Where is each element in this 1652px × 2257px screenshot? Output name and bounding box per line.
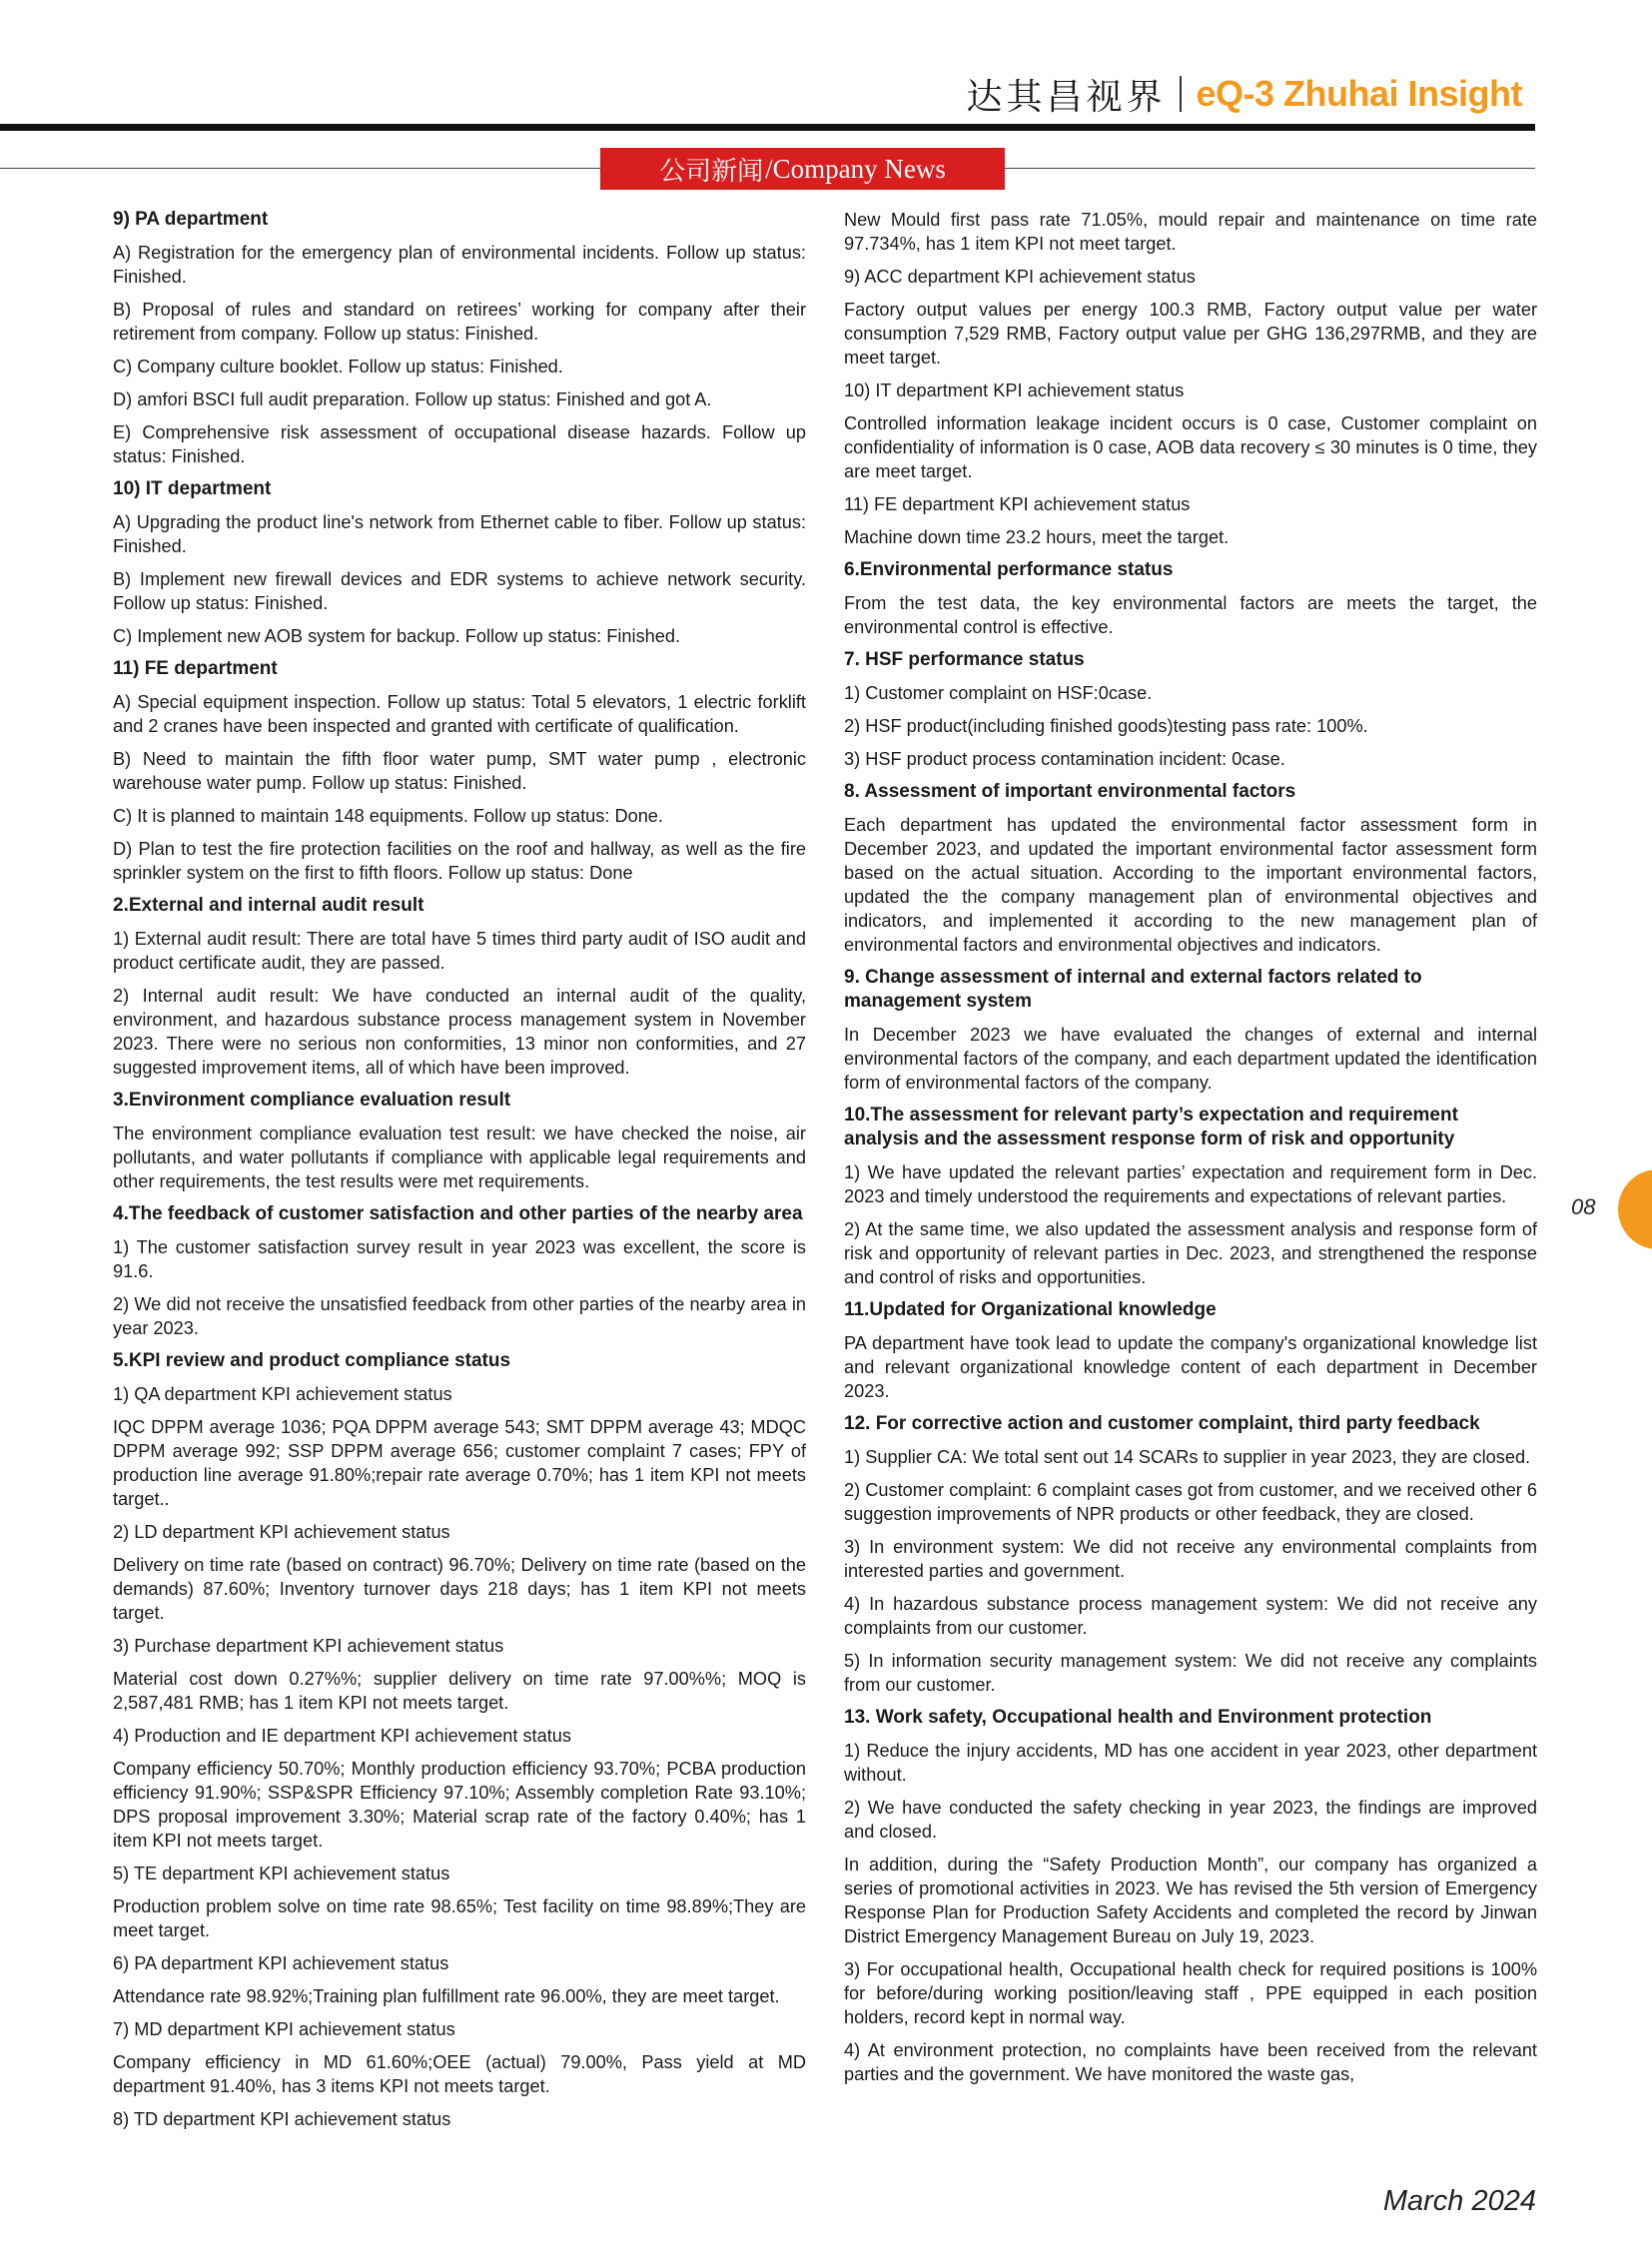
paragraph: 1) External audit result: There are total have 5 times third party audit of ISO audit and product certificate audit, they are passed. bbox=[113, 929, 806, 973]
section-heading: 10) IT department bbox=[113, 478, 272, 499]
paragraph: A) Registration for the emergency plan of environmental incidents. Follow up status: Finished. bbox=[113, 243, 806, 287]
paragraph: Company efficiency in MD 61.60%;OEE (actual) 79.00%, Pass yield at MD department 91.40%, has 3 items KPI not meets target. bbox=[113, 2052, 806, 2096]
paragraph: Material cost down 0.27%%; supplier delivery on time rate 97.00%%; MOQ is 2,587,481 RMB; has 1 item KPI not meets target. bbox=[113, 1669, 806, 1713]
section-heading: 7. HSF performance status bbox=[844, 649, 1085, 670]
paragraph: 4) In hazardous substance process management system: We did not receive any complaints from our customer. bbox=[844, 1594, 1537, 1638]
section-heading: 9) PA department bbox=[113, 209, 269, 230]
section-title-cn: 公司新闻 bbox=[659, 156, 764, 187]
paragraph: PA department have took lead to update the company's organizational knowledge list and relevant organizational knowledge content of each department in December 2023. bbox=[844, 1333, 1537, 1401]
paragraph: 8) TD department KPI achievement status bbox=[113, 2109, 451, 2129]
paragraph: 4) At environment protection, no complaints have been received from the relevant parties and the government. We have monitored the waste gas, bbox=[844, 2040, 1537, 2084]
brand-english: eQ-3 Zhuhai Insight bbox=[1196, 73, 1522, 114]
paragraph: B) Proposal of rules and standard on retirees’ working for company after their retirement from company. Follow up status: Finished. bbox=[113, 300, 806, 344]
paragraph: C) Company culture booklet. Follow up status: Finished. bbox=[113, 357, 563, 376]
page-tab-marker bbox=[1618, 1169, 1652, 1249]
paragraph: 3) In environment system: We did not receive any environmental complaints from interested parties and government. bbox=[844, 1537, 1537, 1581]
paragraph: 2) Internal audit result: We have conducted an internal audit of the quality, environment, and hazardous substance process management system in November 2023. There were no serious non conformities, 13 minor non conformities, and 27 suggested improvement items, all of which have been improved. bbox=[113, 986, 806, 1078]
paragraph: 1) QA department KPI achievement status bbox=[113, 1384, 452, 1404]
paragraph: 2) At the same time, we also updated the assessment analysis and response form of risk and opportunity of relevant parties in Dec. 2023, and strengthened the response and control of risks and opportunities. bbox=[844, 1219, 1537, 1287]
paragraph: The environment compliance evaluation test result: we have checked the noise, air pollutants, and water pollutants if compliance with applicable legal requirements and other requirements, the test results were met requirements. bbox=[113, 1124, 806, 1191]
paragraph: 1) The customer satisfaction survey result in year 2023 was excellent, the score is 91.6. bbox=[113, 1237, 806, 1281]
section-heading: 4.The feedback of customer satisfaction and other parties of the nearby area bbox=[113, 1203, 803, 1224]
paragraph: D) amfori BSCI full audit preparation. Follow up status: Finished and got A. bbox=[113, 389, 712, 409]
paragraph: 2) LD department KPI achievement status bbox=[113, 1522, 450, 1542]
paragraph: In December 2023 we have evaluated the changes of external and internal environmental factors of the company, and each department updated the identification form of environmental factors of the company. bbox=[844, 1025, 1537, 1093]
section-title-en: /Company News bbox=[765, 153, 946, 184]
paragraph: 3) HSF product process contamination incident: 0case. bbox=[844, 749, 1285, 769]
brand-chinese: 达其昌视界 bbox=[966, 76, 1167, 118]
header-rule-thick bbox=[0, 124, 1535, 131]
paragraph: B) Implement new firewall devices and EDR systems to achieve network security. Follow up status: Finished. bbox=[113, 569, 806, 613]
paragraph: 2) We have conducted the safety checking in year 2023, the findings are improved and closed. bbox=[844, 1798, 1537, 1842]
paragraph: IQC DPPM average 1036; PQA DPPM average 543; SMT DPPM average 43; MDQC DPPM average 992; SSP DPPM average 656; customer complaint 7 cases; FPY of production line average 91.80%;repair rate average 0.70%; has 1 item KPI not meets target.. bbox=[113, 1417, 806, 1509]
section-heading: 12. For corrective action and customer complaint, third party feedback bbox=[844, 1413, 1480, 1434]
paragraph: 2) We did not receive the unsatisfied feedback from other parties of the nearby area in year 2023. bbox=[113, 1294, 806, 1338]
right-column bbox=[844, 208, 1537, 2095]
paragraph: A) Special equipment inspection. Follow up status: Total 5 elevators, 1 electric forklift and 2 cranes have been inspected and granted with certificate of qualification. bbox=[113, 692, 806, 736]
section-heading: 8. Assessment of important environmental factors bbox=[844, 781, 1296, 802]
section-heading: 6.Environmental performance status bbox=[844, 559, 1174, 580]
paragraph: Delivery on time rate (based on contract) 96.70%; Delivery on time rate (based on the demands) 87.60%; Inventory turnover days 218 days; has 1 item KPI not meets target. bbox=[113, 1555, 806, 1623]
paragraph: E) Comprehensive risk assessment of occupational disease hazards. Follow up status: Finished. bbox=[113, 422, 806, 466]
paragraph: 2) HSF product(including finished goods)testing pass rate: 100%. bbox=[844, 716, 1368, 736]
paragraph: New Mould first pass rate 71.05%, mould repair and maintenance on time rate 97.734%, has 1 item KPI not meet target. bbox=[844, 210, 1537, 254]
paragraph: 5) TE department KPI achievement status bbox=[113, 1864, 450, 1883]
brand-divider bbox=[1180, 76, 1182, 112]
paragraph: 6) PA department KPI achievement status bbox=[113, 1953, 449, 1973]
paragraph: A) Upgrading the product line's network from Ethernet cable to fiber. Follow up status: Finished. bbox=[113, 512, 806, 556]
paragraph: Company efficiency 50.70%; Monthly production efficiency 93.70%; PCBA production efficiency 91.90%; SSP&SPR Efficiency 97.10%; Assembly completion Rate 93.10%; DPS proposal improvement 3.30%; Material scrap rate of the factory 0.40%; has 1 item KPI not meets target. bbox=[113, 1759, 806, 1851]
section-heading: 5.KPI review and product compliance status bbox=[113, 1350, 511, 1371]
paragraph: 4) Production and IE department KPI achievement status bbox=[113, 1726, 571, 1746]
paragraph: Controlled information leakage incident occurs is 0 case, Customer complaint on confidentiality of information is 0 case, AOB data recovery ≤ 30 minutes is 0 time, they are meet target. bbox=[844, 413, 1537, 481]
left-column bbox=[113, 208, 806, 2140]
paragraph: 1) Supplier CA: We total sent out 14 SCARs to supplier in year 2023, they are closed. bbox=[844, 1447, 1531, 1467]
footer-date: March 2024 bbox=[1382, 2185, 1536, 2217]
section-heading: 13. Work safety, Occupational health and Environment protection bbox=[844, 1707, 1432, 1728]
paragraph: Production problem solve on time rate 98.65%; Test facility on time 98.89%;They are meet target. bbox=[113, 1896, 806, 1940]
section-heading: 11) FE department bbox=[113, 658, 278, 679]
paragraph: Machine down time 23.2 hours, meet the target. bbox=[844, 527, 1230, 547]
paragraph: 1) Customer complaint on HSF:0case. bbox=[844, 683, 1153, 703]
section-heading: 10.The assessment for relevant party’s expectation and requirement analysis and the assessment response form of risk and opportunity bbox=[844, 1105, 1458, 1149]
section-heading: 3.Environment compliance evaluation result bbox=[113, 1090, 511, 1111]
paragraph: C) It is planned to maintain 148 equipments. Follow up status: Done. bbox=[113, 806, 663, 826]
paragraph: 3) Purchase department KPI achievement status bbox=[113, 1636, 504, 1656]
paragraph: Attendance rate 98.92%;Training plan fulfillment rate 96.00%, they are meet target. bbox=[113, 1986, 780, 2006]
paragraph: 7) MD department KPI achievement status bbox=[113, 2019, 455, 2039]
paragraph: In addition, during the “Safety Production Month”, our company has organized a series of promotional activities in 2023. We has revised the 5th version of Emergency Response Plan for Production Safety Accidents and completed the record by Jinwan District Emergency Management Bureau on July 19, 2023. bbox=[844, 1855, 1537, 1946]
paragraph: From the test data, the key environmental factors are meets the target, the environmental control is effective. bbox=[844, 593, 1537, 637]
paragraph: Each department has updated the environmental factor assessment form in December 2023, and updated the important environmental factor assessment form based on the actual situation. According to the important environmental factors, updated the the company management plan of environmental objectives and indicators, and implemented it according to the new management plan of environmental factors and environmental objectives and indicators. bbox=[844, 815, 1537, 955]
paragraph: Factory output values per energy 100.3 RMB, Factory output value per water consumption 7,529 RMB, Factory output value per GHG 136,297RMB, and they are meet target. bbox=[844, 300, 1537, 368]
paragraph: 1) We have updated the relevant parties’ expectation and requirement form in Dec. 2023 and timely understood the requirements and expectations of relevant parties. bbox=[844, 1162, 1537, 1206]
section-heading: 11.Updated for Organizational knowledge bbox=[844, 1299, 1217, 1320]
paragraph: 5) In information security management system: We did not receive any complaints from our customer. bbox=[844, 1651, 1537, 1695]
paragraph: 10) IT department KPI achievement status bbox=[844, 380, 1185, 400]
paragraph: 2) Customer complaint: 6 complaint cases got from customer, and we received other 6 suggestion improvements of NPR products or other feedback, they are closed. bbox=[844, 1480, 1537, 1524]
section-heading: 2.External and internal audit result bbox=[113, 895, 424, 916]
paragraph: 1) Reduce the injury accidents, MD has one accident in year 2023, other department without. bbox=[844, 1741, 1537, 1785]
section-heading: 9. Change assessment of internal and external factors related to management system bbox=[844, 967, 1422, 1012]
paragraph: C) Implement new AOB system for backup. Follow up status: Finished. bbox=[113, 626, 681, 646]
header-brand bbox=[966, 64, 1522, 124]
paragraph: D) Plan to test the fire protection facilities on the roof and hallway, as well as the fire sprinkler system on the first to fifth floors. Follow up status: Done bbox=[113, 839, 806, 883]
paragraph: B) Need to maintain the fifth floor water pump, SMT water pump , electronic warehouse water pump. Follow up status: Finished. bbox=[113, 749, 806, 793]
paragraph: 3) For occupational health, Occupational health check for required positions is 100% for before/during working position/leaving staff , PPE equipped in each position holders, record kept in normal way. bbox=[844, 1959, 1537, 2027]
page-number: 08 bbox=[1571, 1194, 1596, 1219]
paragraph: 9) ACC department KPI achievement status bbox=[844, 267, 1196, 287]
section-tab bbox=[600, 148, 1005, 190]
paragraph: 11) FE department KPI achievement status bbox=[844, 494, 1191, 514]
